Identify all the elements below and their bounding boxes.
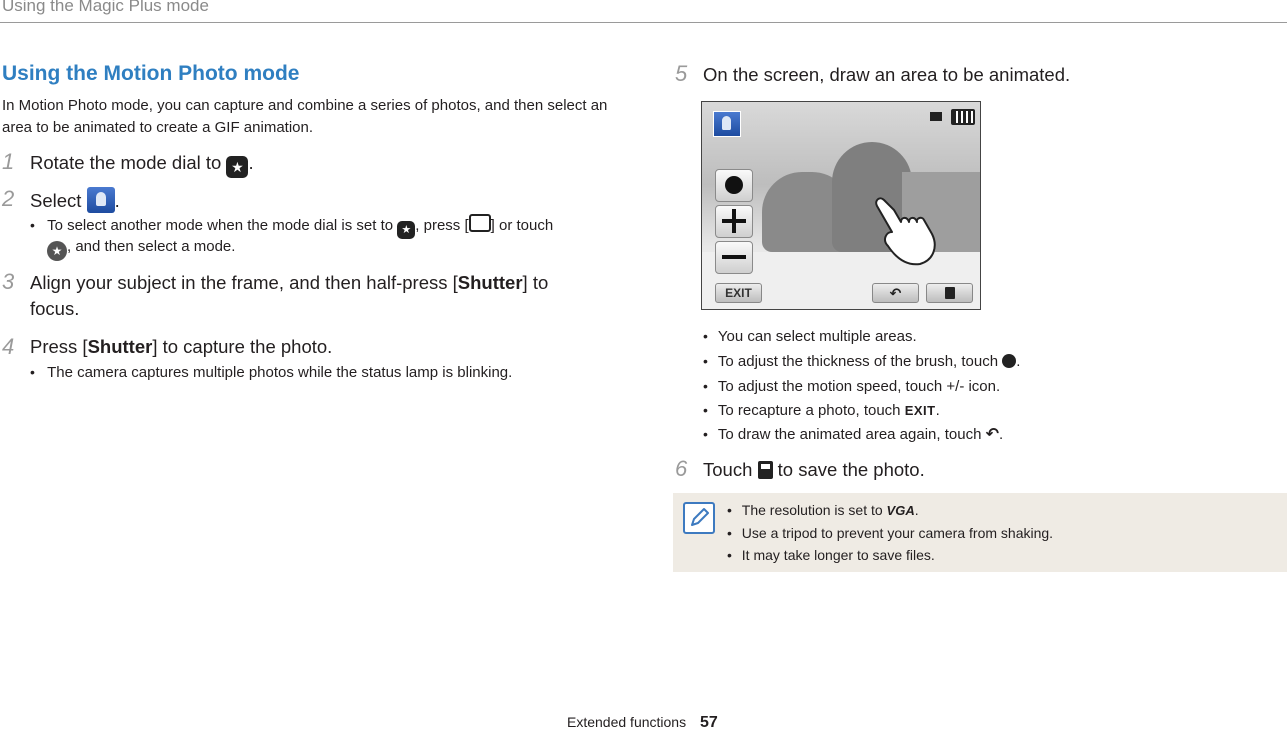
step-3-text-a: Align your subject in the frame, and then half-press [: [30, 272, 458, 293]
step-5-number: 5: [675, 61, 688, 86]
motion-photo-icon: [87, 187, 115, 213]
step-4-text-b: ] to capture the photo.: [152, 336, 333, 357]
memory-card-icon: [930, 112, 942, 121]
note-pencil-icon: [683, 502, 715, 534]
bullet-dot: •: [703, 378, 708, 394]
step-5-b4b: .: [935, 402, 940, 419]
step-1-text: [30, 150, 254, 178]
step-6-text-a: Touch: [703, 459, 753, 480]
speed-plus-button[interactable]: [715, 205, 753, 238]
step-5-bullet-4: [703, 399, 940, 422]
running-header: Using the Magic Plus mode: [2, 0, 209, 15]
bullet-dot: •: [30, 364, 35, 380]
step-4-shutter: Shutter: [87, 336, 153, 357]
step-2-text-a: Select: [30, 190, 82, 211]
exit-button[interactable]: EXIT: [715, 283, 762, 303]
note-item-1: [727, 499, 1053, 522]
bullet-dot: •: [703, 353, 708, 369]
note-item-3: [727, 544, 1053, 566]
step-2-bullet-d: , and then select a mode.: [67, 238, 236, 255]
battery-icon: [951, 109, 975, 125]
step-5-b5a: To draw the animated area again, touch: [717, 426, 982, 443]
step-4-text-a: Press [: [30, 336, 88, 357]
star-mode-icon: ★: [397, 221, 415, 239]
note-1-text-b: .: [914, 502, 919, 518]
step-2-bullet-a: To select another mode when the mode dial is set to: [47, 217, 394, 234]
undo-button[interactable]: ↶: [872, 283, 919, 303]
undo-icon: ↶: [985, 426, 999, 443]
step-3-number: 3: [2, 269, 15, 294]
step-5-text: On the screen, draw an area to be animated.: [703, 64, 1071, 85]
header-rule: [0, 22, 1287, 23]
back-icon: [469, 214, 491, 232]
exit-icon: EXIT: [904, 403, 936, 418]
note-item-2: [727, 522, 1053, 544]
step-5-b2a: To adjust the thickness of the brush, touch: [717, 353, 999, 370]
step-5-bullet-2: [703, 350, 1020, 373]
step-6-text-b: to save the photo.: [777, 459, 925, 480]
step-2-bullet-c: ] or touch: [490, 217, 554, 234]
step-5-b4a: To recapture a photo, touch: [717, 402, 901, 419]
step-5-b2b: .: [1016, 353, 1021, 370]
star-mode-icon: ★: [226, 156, 248, 178]
step-5-b1: You can select multiple areas.: [717, 328, 917, 345]
step-2-text: [30, 187, 120, 214]
step-3-text-b: ] to: [522, 272, 549, 293]
bullet-dot: •: [727, 547, 732, 563]
step-3-text-c: focus.: [30, 298, 80, 319]
step-2-bullet-cont: [47, 236, 607, 261]
step-1-number: 1: [2, 149, 15, 174]
step-5-b5b: .: [999, 426, 1004, 443]
step-5-bullet-5: [703, 423, 1003, 446]
step-2-bullet-b: , press [: [415, 217, 469, 234]
save-icon: [758, 461, 773, 479]
brush-button[interactable]: [715, 169, 753, 202]
bullet-dot: •: [703, 402, 708, 418]
step-4-bullet-text: The camera captures multiple photos while the status lamp is blinking.: [47, 364, 513, 381]
bullet-dot: •: [703, 328, 708, 344]
step-6-text: [703, 457, 925, 483]
vga-resolution-icon: VGA: [886, 503, 915, 518]
mode-select-icon: ★: [47, 241, 67, 261]
plus-icon-vertical: [732, 209, 736, 233]
footer-section: Extended functions: [567, 714, 687, 730]
pencil-icon: [685, 504, 713, 532]
speed-minus-button[interactable]: [715, 241, 753, 274]
step-1-text-a: Rotate the mode dial to: [30, 152, 222, 173]
step-5-b3: To adjust the motion speed, touch +/- icon.: [717, 378, 1001, 395]
bullet-dot: •: [727, 525, 732, 541]
step-6-number: 6: [675, 456, 688, 481]
save-button[interactable]: [926, 283, 973, 303]
touch-hand-icon: [872, 192, 942, 272]
step-5-bullet-1: [703, 325, 917, 348]
bullet-dot: •: [30, 217, 35, 233]
step-3-text: [30, 270, 548, 296]
brush-dot-icon: [1002, 354, 1016, 368]
minus-icon: [722, 255, 746, 259]
note-3-text: It may take longer to save files.: [741, 547, 935, 563]
step-5-bullet-3: [703, 375, 1000, 398]
step-4-bullet: [30, 361, 620, 384]
step-2-number: 2: [2, 186, 15, 211]
bullet-dot: •: [703, 426, 708, 442]
step-2-text-b: .: [114, 190, 120, 211]
step-4-text: [30, 334, 332, 360]
note-list: [727, 499, 1053, 566]
brush-dot-icon: [725, 176, 743, 194]
motion-photo-icon: [713, 111, 741, 137]
note-box: [673, 493, 1287, 572]
section-title: Using the Motion Photo mode: [2, 62, 300, 85]
page-footer: [567, 714, 718, 732]
step-4-number: 4: [2, 334, 15, 359]
note-2-text: Use a tripod to prevent your camera from shaking.: [741, 525, 1054, 541]
note-1-text-a: The resolution is set to: [741, 502, 883, 518]
page-number: 57: [699, 714, 718, 731]
bullet-dot: •: [727, 502, 732, 518]
camera-screen-illustration: [701, 101, 981, 310]
step-3-shutter: Shutter: [457, 272, 523, 293]
step-1-text-b: .: [248, 152, 254, 173]
section-intro: In Motion Photo mode, you can capture and combine a series of photos, and then select an area to be animated to create a GIF animation.: [2, 97, 608, 136]
